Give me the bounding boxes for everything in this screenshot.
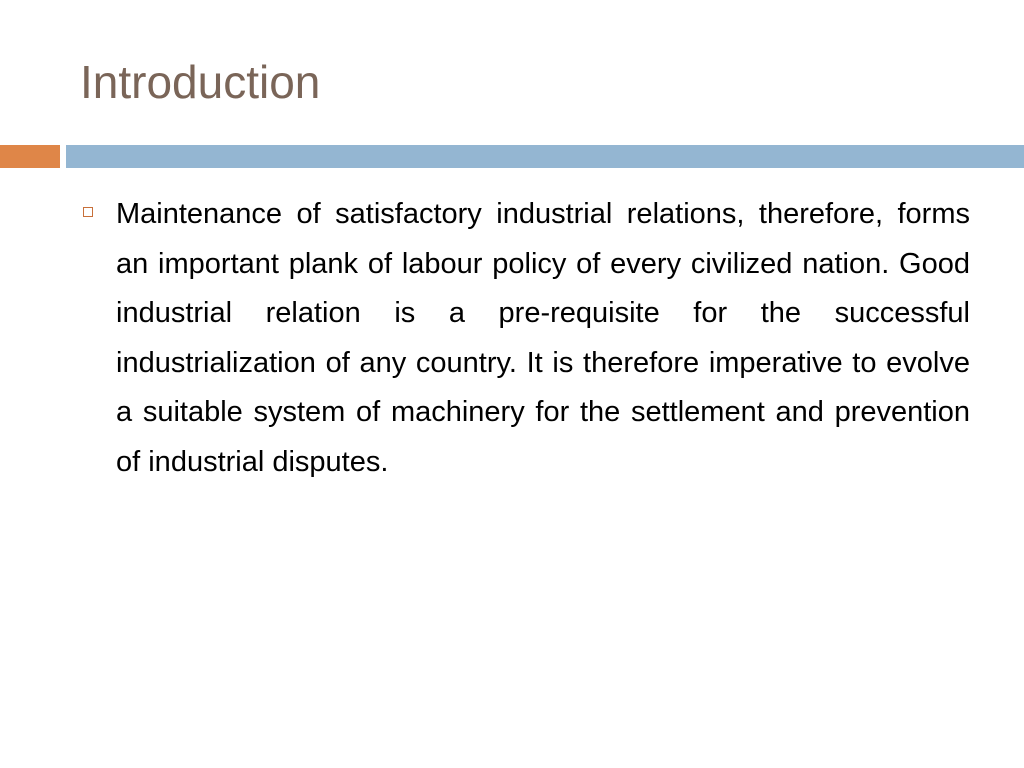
accent-bar-orange (0, 145, 60, 168)
accent-bar-blue (66, 145, 1024, 168)
bullet-item (80, 190, 970, 487)
hollow-square-icon (83, 207, 93, 217)
slide-title: Introduction (80, 56, 321, 108)
bullet-text: Maintenance of satisfactory industrial relations, therefore, forms an important plank of labour policy of every civilized nation. Good industrial relation is a pre-requisite for the successful industrialization of any country. It is therefore imperative to evolve a suitable system of machinery for the settlement and prevention of industrial disputes. (116, 198, 970, 478)
bullet-list (80, 190, 970, 487)
